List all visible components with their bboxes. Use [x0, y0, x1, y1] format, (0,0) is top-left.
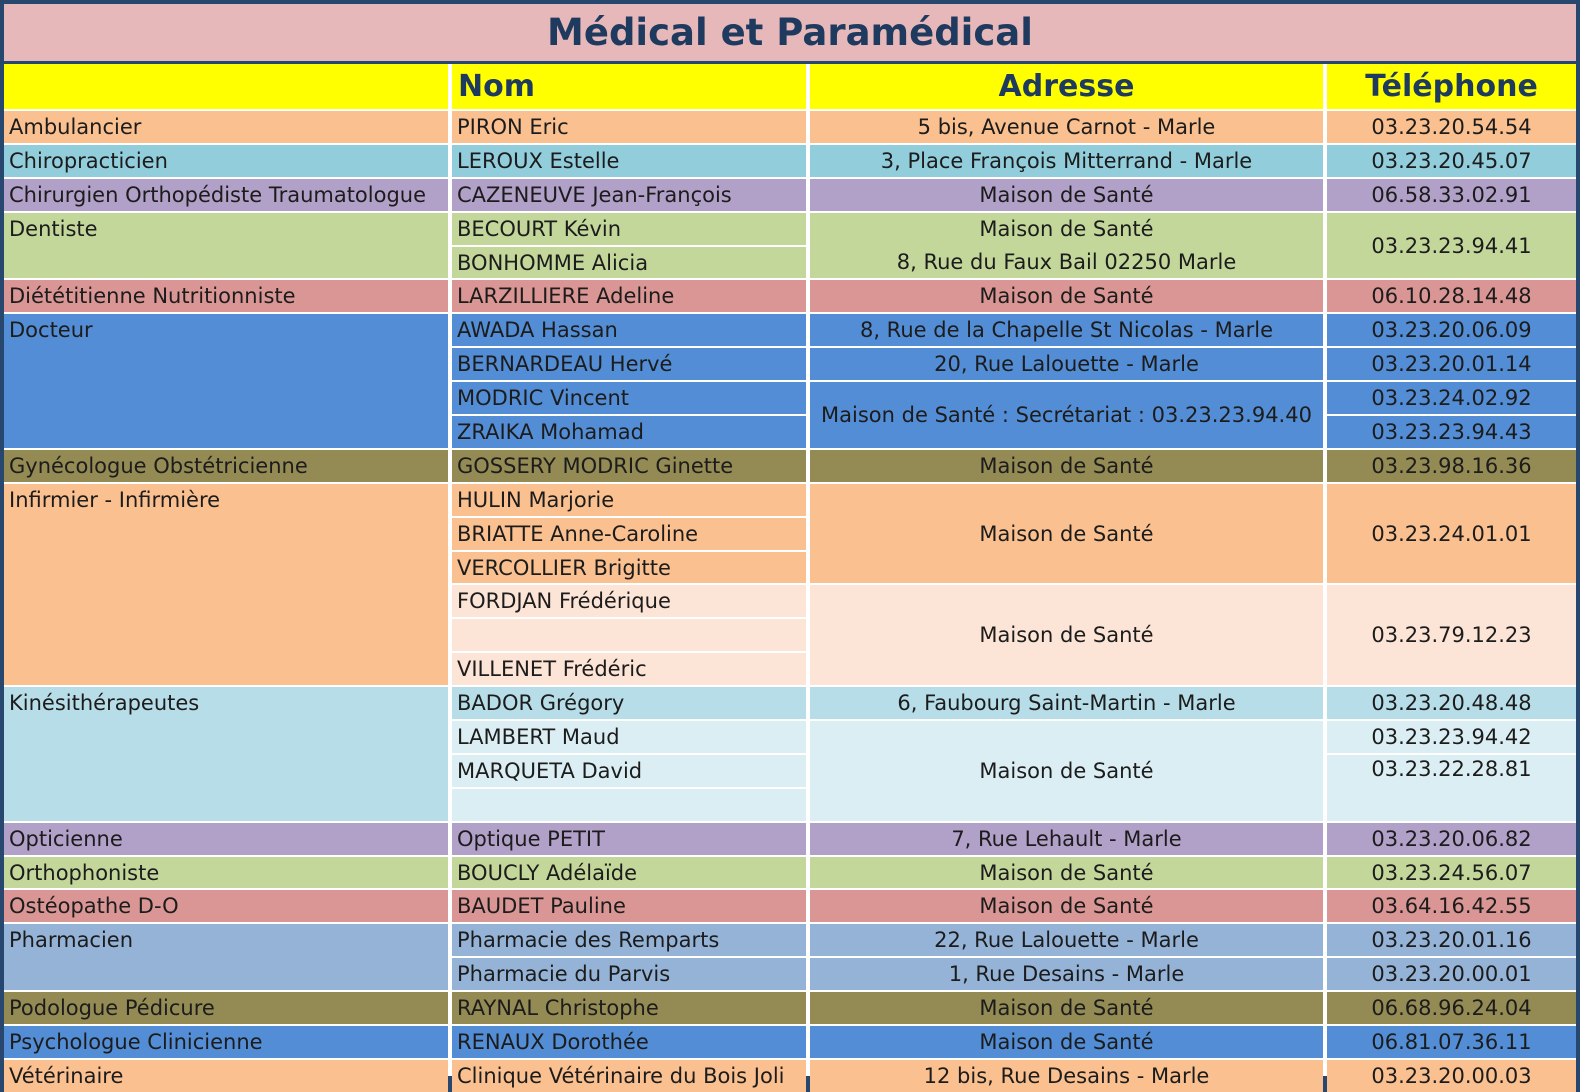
phone-cell: 03.23.23.94.42	[1327, 721, 1576, 753]
name-cell: BOUCLY Adélaïde	[452, 857, 806, 889]
category-cell: Docteur	[4, 314, 448, 448]
phone-cell: 03.23.20.06.09	[1327, 314, 1576, 346]
name-cell: RENAUX Dorothée	[452, 1026, 806, 1058]
address-cell: Maison de Santé	[810, 585, 1323, 685]
name-cell: LEROUX Estelle	[452, 145, 806, 177]
header-name: Nom	[452, 64, 806, 109]
name-cell: Pharmacie du Parvis	[452, 958, 806, 990]
address-cell: 5 bis, Avenue Carnot - Marle	[810, 111, 1323, 143]
name-cell	[452, 789, 806, 821]
address-cell: 8, Rue de la Chapelle St Nicolas - Marle	[810, 314, 1323, 346]
phone-cell: 03.23.24.02.92	[1327, 382, 1576, 414]
phone-cell: 03.23.20.00.03	[1327, 1060, 1576, 1092]
page-title: Médical et Paramédical	[4, 4, 1576, 61]
phone-cell: 03.23.20.06.82	[1327, 823, 1576, 855]
category-cell: Pharmacien	[4, 924, 448, 990]
address-cell: 3, Place François Mitterrand - Marle	[810, 145, 1323, 177]
name-cell: Clinique Vétérinaire du Bois Joli	[452, 1060, 806, 1092]
address-line: Maison de Santé	[979, 217, 1154, 242]
phone-cell: 03.64.16.42.55	[1327, 890, 1576, 922]
name-cell: LAMBERT Maud	[452, 721, 806, 753]
address-cell: Maison de Santé	[810, 1026, 1323, 1058]
address-cell: Maison de Santé	[810, 484, 1323, 584]
name-cell: CAZENEUVE Jean-François	[452, 179, 806, 211]
phone-cell: 06.10.28.14.48	[1327, 280, 1576, 312]
phone-cell: 03.23.20.01.14	[1327, 348, 1576, 380]
header-category	[4, 64, 448, 109]
category-cell: Psychologue Clinicienne	[4, 1026, 448, 1058]
address-line: 8, Rue du Faux Bail 02250 Marle	[896, 250, 1237, 274]
name-cell: MARQUETA David	[452, 755, 806, 787]
address-cell: 1, Rue Desains - Marle	[810, 958, 1323, 990]
name-cell: BADOR Grégory	[452, 687, 806, 719]
phone-cell: 06.68.96.24.04	[1327, 992, 1576, 1024]
category-cell: Diététitienne Nutritionniste	[4, 280, 448, 312]
header-phone: Téléphone	[1327, 64, 1576, 109]
address-cell: Maison de Santé	[810, 721, 1323, 821]
address-cell: Maison de Santé	[810, 890, 1323, 922]
name-cell: RAYNAL Christophe	[452, 992, 806, 1024]
name-cell: LARZILLIERE Adeline	[452, 280, 806, 312]
phone-cell: 03.23.98.16.36	[1327, 450, 1576, 482]
name-cell: VERCOLLIER Brigitte	[452, 552, 806, 584]
phone-cell: 03.23.20.45.07	[1327, 145, 1576, 177]
phone-cell: 06.81.07.36.11	[1327, 1026, 1576, 1058]
name-cell: BERNARDEAU Hervé	[452, 348, 806, 380]
name-cell: MODRIC Vincent	[452, 382, 806, 414]
phone-cell: 03.23.22.28.81	[1327, 755, 1576, 821]
phone-cell: 03.23.20.01.16	[1327, 924, 1576, 956]
category-cell: Podologue Pédicure	[4, 992, 448, 1024]
phone-cell: 06.58.33.02.91	[1327, 179, 1576, 211]
address-cell: Maison de Santé	[810, 280, 1323, 312]
name-cell: PIRON Eric	[452, 111, 806, 143]
category-cell: Ostéopathe D-O	[4, 890, 448, 922]
phone-cell: 03.23.24.01.01	[1327, 484, 1576, 584]
name-cell: FORDJAN Frédérique	[452, 585, 806, 617]
phone-cell: 03.23.20.54.54	[1327, 111, 1576, 143]
address-cell: 20, Rue Lalouette - Marle	[810, 348, 1323, 380]
address-cell	[810, 213, 1323, 279]
category-cell: Chirurgien Orthopédiste Traumatologue	[4, 179, 448, 211]
category-cell: Opticienne	[4, 823, 448, 855]
phone-cell: 03.23.20.48.48	[1327, 687, 1576, 719]
name-cell	[452, 619, 806, 651]
address-cell: 6, Faubourg Saint-Martin - Marle	[810, 687, 1323, 719]
address-cell: Maison de Santé	[810, 450, 1323, 482]
name-cell: BAUDET Pauline	[452, 890, 806, 922]
name-cell: ZRAIKA Mohamad	[452, 416, 806, 448]
address-cell: 22, Rue Lalouette - Marle	[810, 924, 1323, 956]
category-cell: Kinésithérapeutes	[4, 687, 448, 821]
category-cell: Infirmier - Infirmière	[4, 484, 448, 685]
category-cell: Vétérinaire	[4, 1060, 448, 1092]
address-cell: Maison de Santé : Secrétariat : 03.23.23.94.40	[810, 382, 1323, 448]
category-cell: Chiropracticien	[4, 145, 448, 177]
category-cell: Ambulancier	[4, 111, 448, 143]
header-address: Adresse	[810, 64, 1323, 109]
phone-cell: 03.23.20.00.01	[1327, 958, 1576, 990]
category-cell: Orthophoniste	[4, 857, 448, 889]
name-cell: GOSSERY MODRIC Ginette	[452, 450, 806, 482]
name-cell: BECOURT Kévin	[452, 213, 806, 245]
category-cell: Dentiste	[4, 213, 448, 279]
phone-cell: 03.23.24.56.07	[1327, 857, 1576, 889]
address-cell: Maison de Santé	[810, 992, 1323, 1024]
address-cell: Maison de Santé	[810, 179, 1323, 211]
address-cell: Maison de Santé	[810, 857, 1323, 889]
category-cell: Gynécologue Obstétricienne	[4, 450, 448, 482]
name-cell: VILLENET Frédéric	[452, 653, 806, 685]
address-cell: 7, Rue Lehault - Marle	[810, 823, 1323, 855]
name-cell: Pharmacie des Remparts	[452, 924, 806, 956]
name-cell: BRIATTE Anne-Caroline	[452, 518, 806, 550]
phone-cell: 03.23.23.94.41	[1327, 213, 1576, 279]
directory-table	[4, 64, 1576, 1088]
name-cell: BONHOMME Alicia	[452, 247, 806, 279]
address-cell: 12 bis, Rue Desains - Marle	[810, 1060, 1323, 1092]
directory-sheet	[4, 4, 1576, 1088]
name-cell: HULIN Marjorie	[452, 484, 806, 516]
name-cell: AWADA Hassan	[452, 314, 806, 346]
phone-cell: 03.23.23.94.43	[1327, 416, 1576, 448]
phone-cell: 03.23.79.12.23	[1327, 585, 1576, 685]
name-cell: Optique PETIT	[452, 823, 806, 855]
